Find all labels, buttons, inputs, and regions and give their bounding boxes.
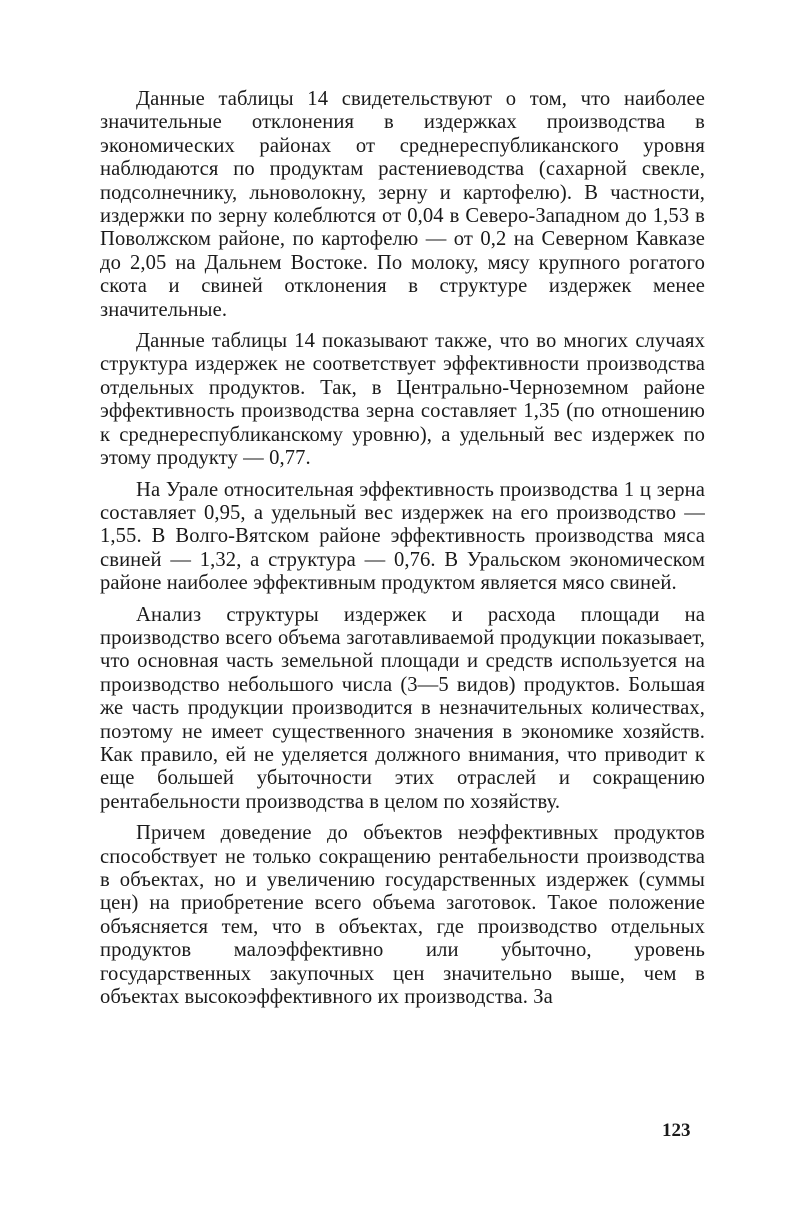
- paragraph-1: Данные таблицы 14 свидетельствуют о том, что наиболее значительные отклонения в издержках производства в экономических районах от среднереспубликанского уровня наблюдаются по продуктам растениеводства (сахарной свекле, подсолнечнику, льноволокну, зерну и картофелю). В частности, издержки по зерну колеблются от 0,04 в Северо-Западном до 1,53 в Поволжском районе, по картофелю — от 0,2 на Северном Кавказе до 2,05 на Дальнем Востоке. По молоку, мясу крупного рогатого скота и свиней отклонения в структуре издержек менее значительные.: [100, 88, 705, 321]
- paragraph-2: Данные таблицы 14 показывают также, что во многих случаях структура издержек не соответствует эффективности производства отдельных продуктов. Так, в Центрально-Черноземном районе эффективность производства зерна составляет 1,35 (по отношению к среднереспубликанскому уровню), а удельный вес издержек по этому продукту — 0,77.: [100, 330, 705, 470]
- paragraph-5: Причем доведение до объектов неэффективных продуктов способствует не только сокращению рентабельности производства в объектах, но и увеличению государственных издержек (суммы цен) на приобретение всего объема заготовок. Такое положение объясняется тем, что в объектах, где производство отдельных продуктов малоэффективно или убыточно, уровень государственных закупочных цен значительно выше, чем в объектах высокоэффективного их производства. За: [100, 822, 705, 1009]
- page-number: 123: [662, 1120, 691, 1141]
- paragraph-4: Анализ структуры издержек и расхода площади на производство всего объема заготавливаемой продукции показывает, что основная часть земельной площади и средств используется на производство небольшого числа (3—5 видов) продуктов. Большая же часть продукции производится в незначительных количествах, поэтому не имеет существенного значения в экономике хозяйств. Как правило, ей не уделяется должного внимания, что приводит к еще большей убыточности этих отраслей и сокращению рентабельности производства в целом по хозяйству.: [100, 603, 705, 813]
- paragraph-3: На Урале относительная эффективность производства 1 ц зерна составляет 0,95, а удельный вес издержек на его производство — 1,55. В Волго-Вятском районе эффективность производства мяса свиней — 1,32, а структура — 0,76. В Уральском экономическом районе наиболее эффективным продуктом является мясо свиней.: [100, 478, 705, 595]
- page-body: [100, 88, 705, 1017]
